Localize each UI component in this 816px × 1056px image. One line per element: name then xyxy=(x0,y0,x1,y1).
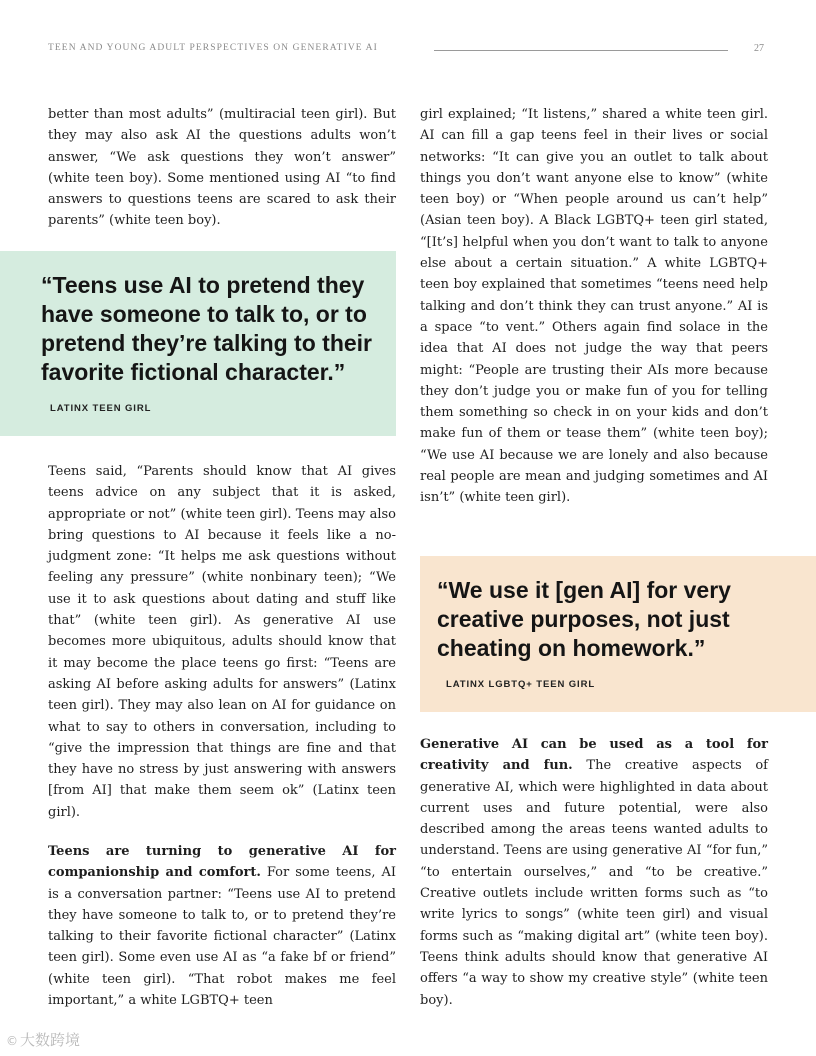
watermark xyxy=(6,1029,80,1050)
pull-quote-creative-purposes xyxy=(420,556,816,712)
page-number: 27 xyxy=(754,43,764,54)
pull-quote-text: “We use it [gen AI] for very creative purposes, not just cheating on homework.” xyxy=(437,577,731,661)
pull-quote-attribution: LATINX TEEN GIRL xyxy=(50,403,152,414)
right-paragraph-2-body: The creative aspects of generative AI, which were highlighted in data about current uses and future potential, were also described among the areas teens wanted adults to understand. Teens are using generative AI “for fun,” “to entertain ourselves,” and “to be creative.” Creative outlets include written forms such as “to write lyrics to songs” (white teen girl) and visual forms such as “making digital art” (white teen boy). Teens think adults should know that generative AI offers “a way to show my creative style” (white teen boy). xyxy=(420,758,768,1008)
pull-quote-attribution: LATINX LGBTQ+ TEEN GIRL xyxy=(446,679,596,690)
right-paragraph-2 xyxy=(420,734,768,1011)
header-divider xyxy=(434,50,728,51)
watermark-text: 大数跨境 xyxy=(20,1031,81,1049)
left-paragraph-2: Teens said, “Parents should know that AI gives teens advice on any subject that it is asked, appropriate or not” (white teen girl). Teens may also bring questions to AI because it feels like a no-judgment zone: “It helps me ask questions without feeling any pressure” (white nonbinary teen); “We use it to ask questions about dating and stuff like that” (white teen girl). As generative AI use becomes more ubiquitous, adults should know that it may become the place teens go first: “Teens are asking AI before asking adults for answers” (Latinx teen girl). They may also lean on AI for guidance on what to say to others in conversation, including to “give the impression that things are fine and that they have no stress by just answering with answers [from AI] that make them seem ok” (Latinx teen girl). xyxy=(48,464,396,820)
pull-quote-text: “Teens use AI to pretend they have someone to talk to, or to pretend they’re talking to their favorite fictional character.” xyxy=(41,272,372,385)
left-paragraph-3 xyxy=(48,841,396,1011)
section-lead-creativity: Generative AI can be used as a tool for creativity and fun. xyxy=(420,737,768,774)
running-header-title: TEEN AND YOUNG ADULT PERSPECTIVES ON GENERATIVE AI xyxy=(48,43,378,53)
right-paragraph-1: girl explained; “It listens,” shared a white teen girl. AI can fill a gap teens feel in their lives or social networks: “It can give you an outlet to talk about things you don’t want anyone else to know” (white teen boy) or “When people around us can’t help” (Asian teen boy). A Black LGBTQ+ teen girl stated, “[It’s] helpful when you don’t want to talk to anyone else about a certain situation.” A white LGBTQ+ teen boy explained that sometimes “teens need help talking and don’t think they can trust anyone.” AI is a space “to vent.” Others again find solace in the idea that AI does not judge the way that peers might: “People are trusting their AIs more because they don’t judge you or make fun of you for telling them something so check in on your kids and don’t make fun of them or tease them” (white teen boy); “We use AI because we are lonely and also because real people are mean and judging sometimes and AI isn’t” (white teen girl). xyxy=(420,107,768,506)
left-paragraph-3-body: For some teens, AI is a conversation partner: “Teens use AI to pretend they have someone to talk to, or to pretend they’re talking to their favorite fictional character” (Latinx teen girl). Some even use AI as “a fake bf or friend” (white teen girl). “That robot makes me feel important,” a white LGBTQ+ teen xyxy=(48,865,396,1009)
watermark-logo-icon: © xyxy=(6,1034,18,1048)
left-paragraph-1: better than most adults” (multiracial teen girl). But they may also ask AI the questions adults won’t answer, “We ask questions they won’t answer” (white teen boy). Some mentioned using AI “to find answers to questions teens are scared to ask their parents” (white teen boy). xyxy=(48,107,396,229)
section-lead-companionship: Teens are turning to generative AI for companionship and comfort. xyxy=(48,844,396,881)
pull-quote-teens-pretend xyxy=(0,251,396,436)
